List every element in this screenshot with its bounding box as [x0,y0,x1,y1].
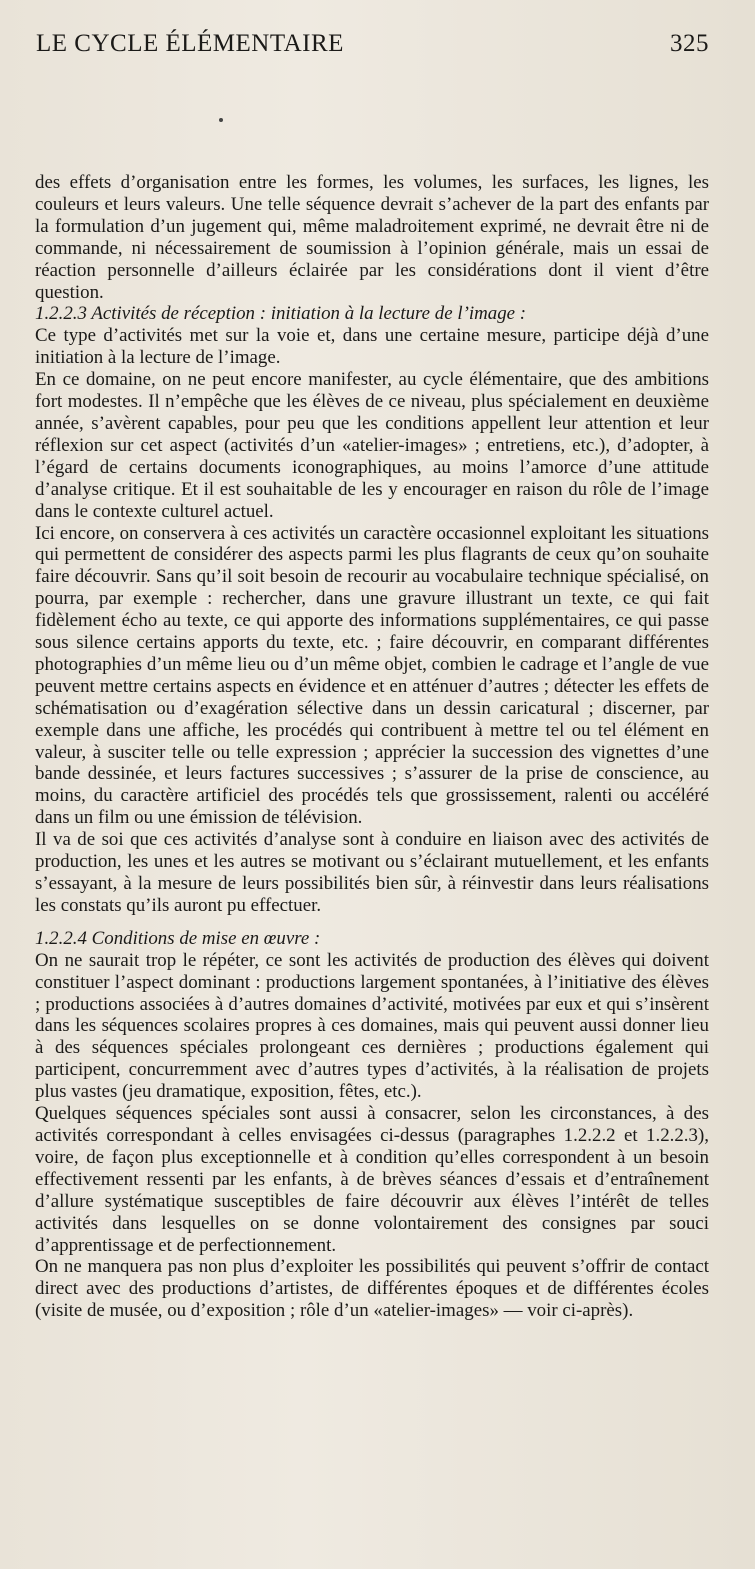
paragraph: Il va de soi que ces activités d’analyse sont à conduire en liaison avec des activités de production, les unes et les autres se motivant ou s’éclairant mutuellement, et les enfants s’essayant, à la mesure de leurs possibilités bien sûr, à réinvestir dans leurs réalisations les constats qu’ils auront pu effectuer. [35,829,709,916]
ink-speck [219,118,223,122]
paragraph-continuation: des effets d’organisation entre les formes, les volumes, les surfaces, les lignes, les couleurs et leurs valeurs. Une telle séquence devrait s’achever de la part des enfants par la formulation d’un jugement qui, même maladroitement exprimé, ne devrait être ni de commande, ni nécessairement de soumission à l’opinion générale, mais un essai de réaction personnelle d’ailleurs éclairée par les considérations dont il vient d’être question. [35,172,709,303]
section-heading-1-2-2-3: 1.2.2.3 Activités de réception : initiation à la lecture de l’image : [35,303,527,325]
paragraph: En ce domaine, on ne peut encore manifester, au cycle élémentaire, que des ambitions fort modestes. Il n’empêche que les élèves de ce niveau, plus spécialement en deuxième année, s’avèrent capables, pour peu que les conditions appellent leur attention et leur réflexion sur cet aspect (activités d’un «atelier-images» ; entretiens, etc.), d’adopter, à l’égard de certains documents iconographiques, au moins l’amorce d’une attitude d’analyse critique. Et il est souhaitable de les y encourager en raison du rôle de l’image dans le contexte culturel actuel. [35,369,709,522]
paragraph: On ne manquera pas non plus d’exploiter les possibilités qui peuvent s’offrir de contact direct avec des productions d’artistes, de différentes époques et de différentes écoles (visite de musée, ou d’exposition ; rôle d’un «atelier-images» — voir ci-après). [35,1256,709,1322]
paragraph: On ne saurait trop le répéter, ce sont les activités de production des élèves qui doivent constituer l’aspect dominant : productions largement spontanées, à l’initiative des élèves ; productions associées à d’autres domaines d’activité, motivées par eux et qui s’insèrent dans les séquences scolaires propres à ces domaines, mais qui peuvent aussi donner lieu à des séquences spéciales prolongeant ces dernières ; productions également qui participent, concurremment avec d’autres types d’activités, à la réalisation de projets plus vastes (jeu dramatique, exposition, fêtes, etc.). [35,949,709,1103]
paragraph: Ici encore, on conservera à ces activités un caractère occasionnel exploitant les situations qui permettent de considérer des aspects parmi les plus flagrants de ceux qu’on souhaite faire découvrir. Sans qu’il soit besoin de recourir au vocabulaire technique spécialisé, on pourra, par exemple : rechercher, dans une gravure illustrant un texte, ce qui fait fidèlement écho au texte, ce qui apporte des informations supplémentaires, ce qui passe sous silence certains apports du texte, etc. ; faire découvrir, en comparant différentes photographies d’un même lieu ou d’un même objet, combien le cadrage et l’angle de vue peuvent mettre certains aspects en évidence et en atténuer d’autres ; détecter les effets de schématisation ou d’exagération sélective dans un dessin caricatural ; discerner, par exemple dans une affiche, les procédés qui contribuent à mettre tel ou tel élément en valeur, à susciter telle ou telle expression ; apprécier la succession des vignettes d’une bande dessinée, et leurs factures successives ; s’assurer de la prise de conscience, au moins, du caractère artificiel des procédés tels que grossissement, ralenti ou accéléré dans un film ou une émission de télévision. [35,522,709,829]
section-heading-1-2-2-4: 1.2.2.4 Conditions de mise en œuvre : [35,927,321,949]
paragraph: Quelques séquences spéciales sont aussi à consacrer, selon les circonstances, à des activités correspondant à celles envisagées ci-dessus (paragraphes 1.2.2.2 et 1.2.2.3), voire, de façon plus exceptionnelle et à condition qu’elles correspondent à un besoin effectivement ressenti par les enfants, à de brèves séances d’essais et d’entraînement d’allure systématique susceptibles de faire découvrir aux élèves l’intérêt de telles activités dans lesquelles on se donne volontairement des consignes par souci d’apprentissage et de perfectionnement. [35,1103,709,1256]
page-number: 325 [670,30,709,57]
chapter-title: LE CYCLE ÉLÉMENTAIRE [36,30,344,57]
body-text [35,172,709,1322]
running-head [36,30,709,58]
paragraph: Ce type d’activités met sur la voie et, dans une certaine mesure, participe déjà d’une initiation à la lecture de l’image. [35,325,709,369]
